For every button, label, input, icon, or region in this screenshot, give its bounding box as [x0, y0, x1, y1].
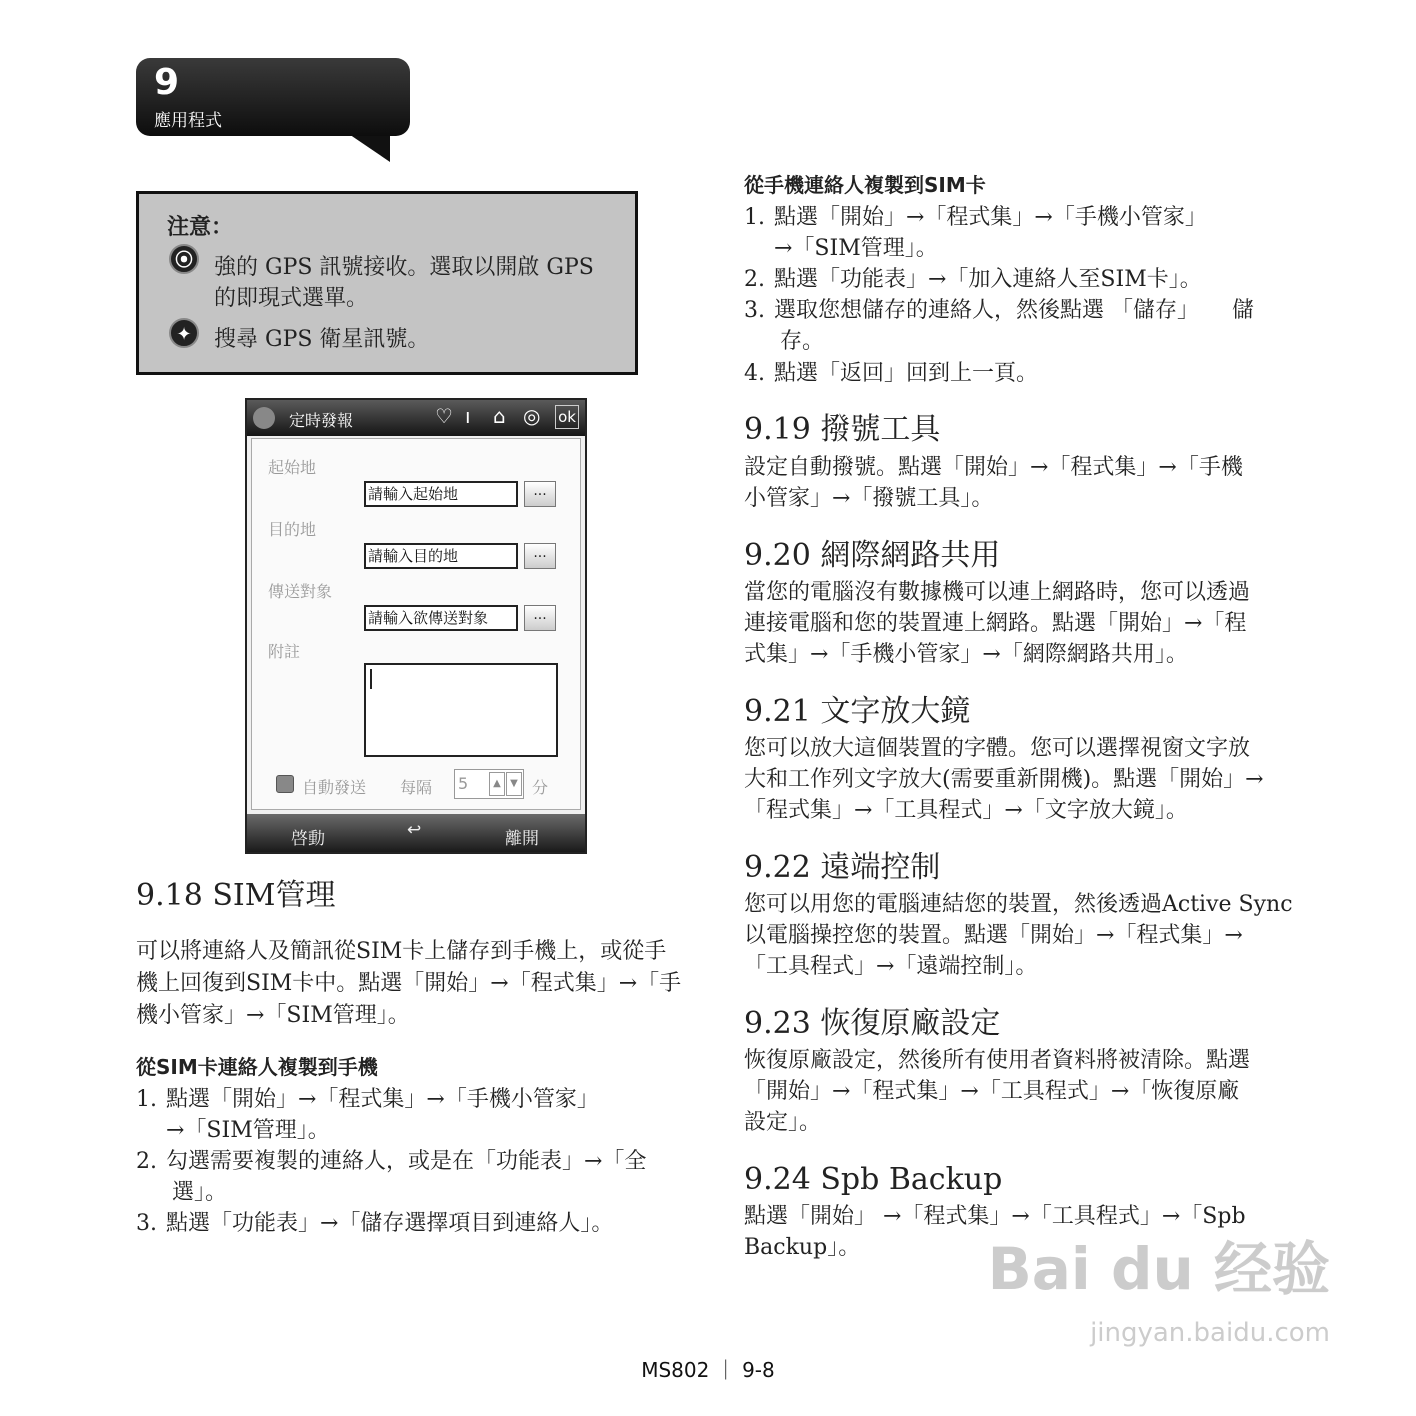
section-9-24-title: 9.24 Spb Backup — [744, 1162, 1003, 1197]
signal-icon: ı — [465, 404, 471, 428]
recipient-input[interactable]: 請輸入欲傳送對象 — [364, 605, 518, 631]
stepper-up-icon[interactable]: ▲ — [489, 772, 505, 796]
phone-to-sim-step-3-line-2: 存。 — [780, 329, 825, 354]
chapter-title: 應用程式 — [154, 111, 222, 131]
field-label-destination: 目的地 — [268, 520, 317, 539]
gps-signal-icon: ⦿ — [169, 244, 199, 274]
section-9-18-para-line-2: 機上回復到SIM卡中。點選「開始」→「程式集」→「手 — [136, 971, 682, 996]
chapter-number: 9 — [154, 62, 180, 103]
note-box — [136, 191, 638, 375]
phone-softkey-bar — [247, 814, 585, 852]
sim-to-phone-step-1-line-2: →「SIM管理」。 — [166, 1118, 330, 1143]
note-title: 注意： — [167, 215, 234, 240]
phone-to-sim-step-2-num: 2. — [744, 267, 765, 292]
phone-form — [251, 438, 581, 810]
message-icon[interactable]: ♡ — [435, 404, 453, 428]
section-9-22-line-1: 您可以用您的電腦連結您的裝置，然後透過Active Sync — [744, 892, 1293, 917]
note-item-1-line-2: 的即現式選單。 — [214, 286, 369, 311]
baidu-watermark-logo: Bai du 经验 — [987, 1235, 1330, 1303]
phone-screenshot — [245, 398, 587, 854]
phone-to-sim-step-1-line-1: 點選「開始」→「程式集」→「手機小管家」 — [774, 205, 1207, 230]
section-9-21-line-2: 大和工作列文字放大(需要重新開機)。點選「開始」→ — [744, 767, 1264, 792]
page-footer: MS802 ｜ 9-8 — [641, 1358, 775, 1382]
origin-browse-button[interactable]: ... — [524, 481, 556, 507]
interval-value: 5 — [458, 774, 469, 793]
field-label-recipient: 傳送對象 — [268, 582, 333, 601]
interval-unit: 分 — [532, 778, 549, 797]
phone-to-sim-step-4-num: 4. — [744, 361, 765, 386]
section-9-23-line-1: 恢復原廠設定，然後所有使用者資料將被清除。點選 — [744, 1048, 1251, 1073]
section-9-24-line-1: 點選「開始」 →「程式集」→「工具程式」→「Spb — [744, 1204, 1246, 1229]
ok-button[interactable]: ok — [555, 405, 579, 429]
sim-to-phone-step-2-line-1: 勾選需要複製的連絡人，或是在「功能表」→「全 — [166, 1149, 647, 1174]
sim-to-phone-step-3-line-1: 點選「功能表」→「儲存選擇項目到連絡人」。 — [166, 1211, 614, 1236]
section-9-22-title: 9.22 遠端控制 — [744, 850, 941, 885]
recipient-browse-button[interactable]: ... — [524, 605, 556, 631]
section-9-20-line-1: 當您的電腦沒有數據機可以連上網路時，您可以透過 — [744, 580, 1251, 605]
interval-stepper[interactable] — [454, 769, 524, 799]
section-9-18-para-line-3: 機小管家」→「SIM管理」。 — [136, 1003, 410, 1028]
section-9-23-line-2: 「開始」→「程式集」→「工具程式」→「恢復原廠 — [744, 1079, 1240, 1104]
destination-input[interactable]: 請輸入目的地 — [364, 543, 518, 569]
start-icon[interactable] — [253, 407, 275, 429]
section-9-22-line-3: 「工具程式」→「遠端控制」。 — [744, 954, 1038, 979]
interval-label: 每隔 — [400, 778, 433, 797]
phone-title: 定時發報 — [289, 411, 354, 430]
section-9-22-line-2: 以電腦操控您的裝置。點選「開始」→「程式集」→ — [744, 923, 1243, 948]
baidu-watermark-url: jingyan.baidu.com — [1090, 1318, 1330, 1348]
section-9-18-para-line-1: 可以將連絡人及簡訊從SIM卡上儲存到手機上，或從手 — [136, 939, 667, 964]
section-9-19-line-1: 設定自動撥號。點選「開始」→「程式集」→「手機 — [744, 455, 1243, 480]
gps-satellite-icon: ✦ — [169, 318, 199, 348]
start-softkey[interactable]: 啓動 — [291, 829, 325, 849]
section-9-19-title: 9.19 撥號工具 — [744, 412, 941, 447]
phone-to-sim-step-1-num: 1. — [744, 205, 765, 230]
section-9-19-line-2: 小管家」→「撥號工具」。 — [744, 486, 994, 511]
chapter-tab — [136, 58, 410, 136]
phone-to-sim-step-4-line-1: 點選「返回」回到上一頁。 — [774, 361, 1039, 386]
keyboard-icon[interactable]: ↩ — [407, 820, 422, 840]
section-9-23-title: 9.23 恢復原廠設定 — [744, 1006, 1001, 1041]
sim-to-phone-step-1-line-1: 點選「開始」→「程式集」→「手機小管家」 — [166, 1087, 599, 1112]
phone-titlebar — [247, 400, 585, 436]
sim-to-phone-step-2-num: 2. — [136, 1149, 157, 1174]
section-9-20-title: 9.20 網際網路共用 — [744, 538, 1001, 573]
stepper-down-icon[interactable]: ▼ — [506, 772, 522, 796]
phone-to-sim-step-3-line-1: 選取您想儲存的連絡人，然後點選 「儲存」 儲 — [774, 298, 1254, 323]
phone-to-sim-subtitle: 從手機連絡人複製到SIM卡 — [744, 173, 986, 197]
memo-textarea[interactable] — [364, 663, 558, 757]
section-9-20-line-2: 連接電腦和您的裝置連上網路。點選「開始」→「程 — [744, 611, 1247, 636]
sim-to-phone-step-3-num: 3. — [136, 1211, 157, 1236]
sim-to-phone-step-2-line-2: 選」。 — [172, 1180, 228, 1205]
section-9-21-line-1: 您可以放大這個裝置的字體。您可以選擇視窗文字放 — [744, 736, 1251, 761]
field-label-origin: 起始地 — [268, 458, 317, 477]
section-9-18-title: 9.18 SIM管理 — [136, 878, 336, 913]
section-9-20-line-3: 式集」→「手機小管家」→「網際網路共用」。 — [744, 642, 1188, 667]
section-9-21-line-3: 「程式集」→「工具程式」→「文字放大鏡」。 — [744, 798, 1188, 823]
section-9-24-line-2: Backup」。 — [744, 1235, 861, 1260]
section-9-23-line-3: 設定」。 — [744, 1110, 822, 1135]
volume-icon[interactable]: ◎ — [523, 404, 541, 428]
section-9-21-title: 9.21 文字放大鏡 — [744, 694, 971, 729]
phone-to-sim-step-3-num: 3. — [744, 298, 765, 323]
origin-input[interactable]: 請輸入起始地 — [364, 481, 518, 507]
destination-browse-button[interactable]: ... — [524, 543, 556, 569]
auto-send-label: 自動發送 — [302, 778, 367, 797]
connection-icon: ⌂ — [493, 404, 506, 428]
sim-to-phone-step-1-num: 1. — [136, 1087, 157, 1112]
phone-to-sim-step-1-line-2: →「SIM管理」。 — [774, 236, 938, 261]
note-item-1-line-1: 強的 GPS 訊號接收。選取以開啟 GPS — [214, 255, 594, 280]
auto-send-checkbox[interactable] — [276, 775, 294, 793]
text-cursor — [370, 669, 372, 689]
exit-softkey[interactable]: 離開 — [505, 829, 539, 849]
note-item-2-line-1: 搜尋 GPS 衛星訊號。 — [214, 327, 430, 352]
field-label-memo: 附註 — [268, 642, 301, 661]
sim-to-phone-subtitle: 從SIM卡連絡人複製到手機 — [136, 1055, 378, 1079]
phone-to-sim-step-2-line-1: 點選「功能表」→「加入連絡人至SIM卡」。 — [774, 267, 1202, 292]
